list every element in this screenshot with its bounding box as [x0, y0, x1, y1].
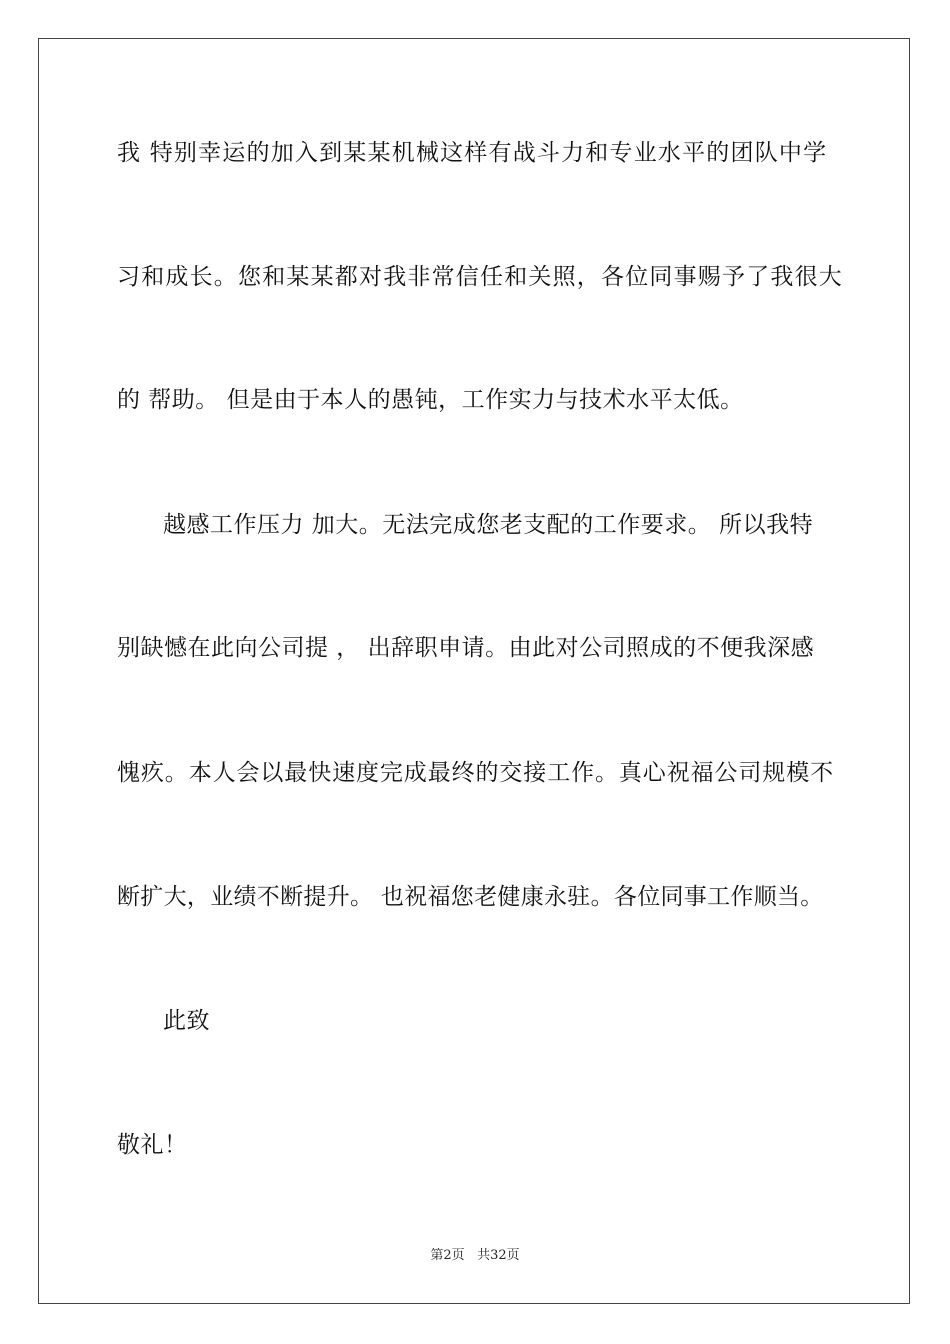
body-line-6: 愧疚。本人会以最快速度完成最终的交接工作。真心祝福公司规模不: [117, 760, 834, 786]
closing-regards: 敬礼！: [117, 1132, 188, 1158]
page-number: 第2页: [430, 1248, 465, 1263]
page-frame: [38, 38, 910, 1304]
body-line-1: 我 特别幸运的加入到某某机械这样有战斗力和专业水平的团队中学: [117, 140, 828, 166]
body-line-2: 习和成长。您和某某都对我非常信任和关照，各位同事赐予了我很大: [117, 264, 843, 290]
body-line-4: 越感工作压力 加大。无法完成您老支配的工作要求。 所以我特: [163, 512, 814, 538]
body-line-3: 的 帮助。 但是由于本人的愚钝，工作实力与技术水平太低。: [117, 387, 744, 413]
closing-salutation: 此致: [163, 1008, 210, 1034]
page-footer: [0, 1247, 950, 1265]
page-total: 共32页: [477, 1248, 520, 1263]
body-line-5: 别缺憾在此向公司提 ， 出辞职申请。由此对公司照成的不便我深感: [117, 635, 815, 661]
body-line-7: 断扩大，业绩不断提升。 也祝福您老健康永驻。各位同事工作顺当。: [117, 884, 824, 910]
